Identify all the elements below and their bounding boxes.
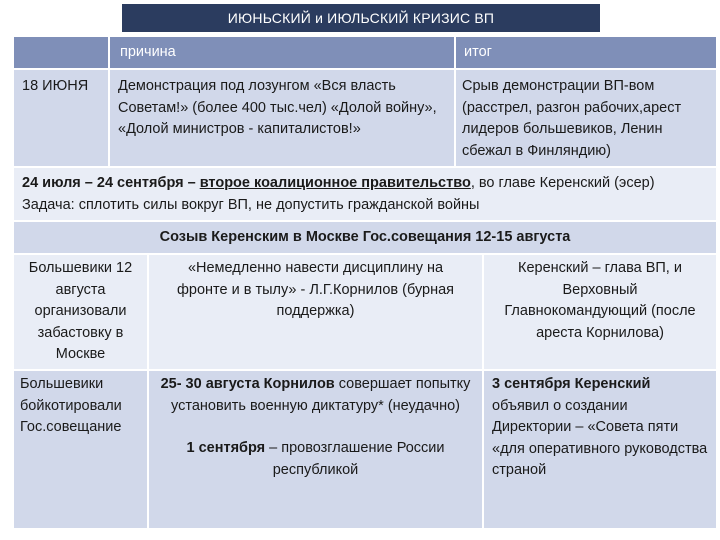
row-b-right-cell [484,371,716,528]
conference-cell [14,222,716,253]
row-b-middle-bold: 25- 30 августа Корнилов [160,376,335,392]
row-b-middle-event [159,374,472,417]
row-b-left: Большевики бойкотировали Гос.совещание [20,376,122,435]
coalition-government: второе коалиционное правительство [199,175,471,191]
header-cause [110,37,454,68]
header-cause-label: причина [120,44,176,60]
row-a-right: Керенский – глава ВП, и Верховный Главнокомандующий (после ареста Корнилова) [504,260,696,341]
june-result: Срыв демонстрации ВП-вом (расстрел, разгон рабочих,арест лидеров большевиков, Ленин сбежал в Финляндию) [462,78,682,159]
june-date: 18 ИЮНЯ [22,78,89,94]
coalition-cell [14,168,716,220]
row-b-middle2-rest: – провозглашение России республикой [265,440,445,478]
coalition-rest: , во главе Керенский (эсер) [470,175,655,191]
row-a-middle-cell [149,255,482,369]
row-b-middle-republic [159,438,472,481]
row-b-right-bold: 3 сентября Керенский [492,376,651,392]
row-b-middle2-bold: 1 сентября [186,440,266,456]
coalition-line [22,173,708,195]
row-a-middle: «Немедленно навести дисциплину на фронте и в тылу» - Л.Г.Корнилов (бурная поддержка) [176,260,455,319]
slide-title: ИЮНЬСКИЙ и ИЮЛЬСКИЙ КРИЗИС ВП [122,4,600,32]
row-b-middle-cell [149,371,482,528]
row-b-right-rest: объявил о создании Директории – «Совета пяти «для оперативного руководства страной [492,397,708,478]
june-result-cell [456,70,716,166]
conference-title: Созыв Керенским в Москве Гос.совещания 12-15 августа [159,229,571,245]
header-empty-cell [14,37,108,68]
row-b-left-cell [14,371,147,528]
row-a-left-cell [14,255,147,369]
june-cause: Демонстрация под лозунгом «Вся власть Советам!» (более 400 тыс.чел) «Долой войну», «Долой министров - капиталистов!» [118,78,437,137]
row-a-left: Большевики 12 августа организовали забастовку в Москве [28,260,133,362]
header-result-label: итог [464,44,492,60]
row-a-right-cell [484,255,716,369]
june-cause-cell [110,70,454,166]
june-date-cell [14,70,108,166]
row-b-middle-rest: совершает попытку установить военную диктатуру* (неудачно) [171,376,471,414]
coalition-task: Задача: сплотить силы вокруг ВП, не допустить гражданской войны [22,196,480,213]
header-result [456,37,716,68]
coalition-dates: 24 июля – 24 сентября – [22,175,196,191]
